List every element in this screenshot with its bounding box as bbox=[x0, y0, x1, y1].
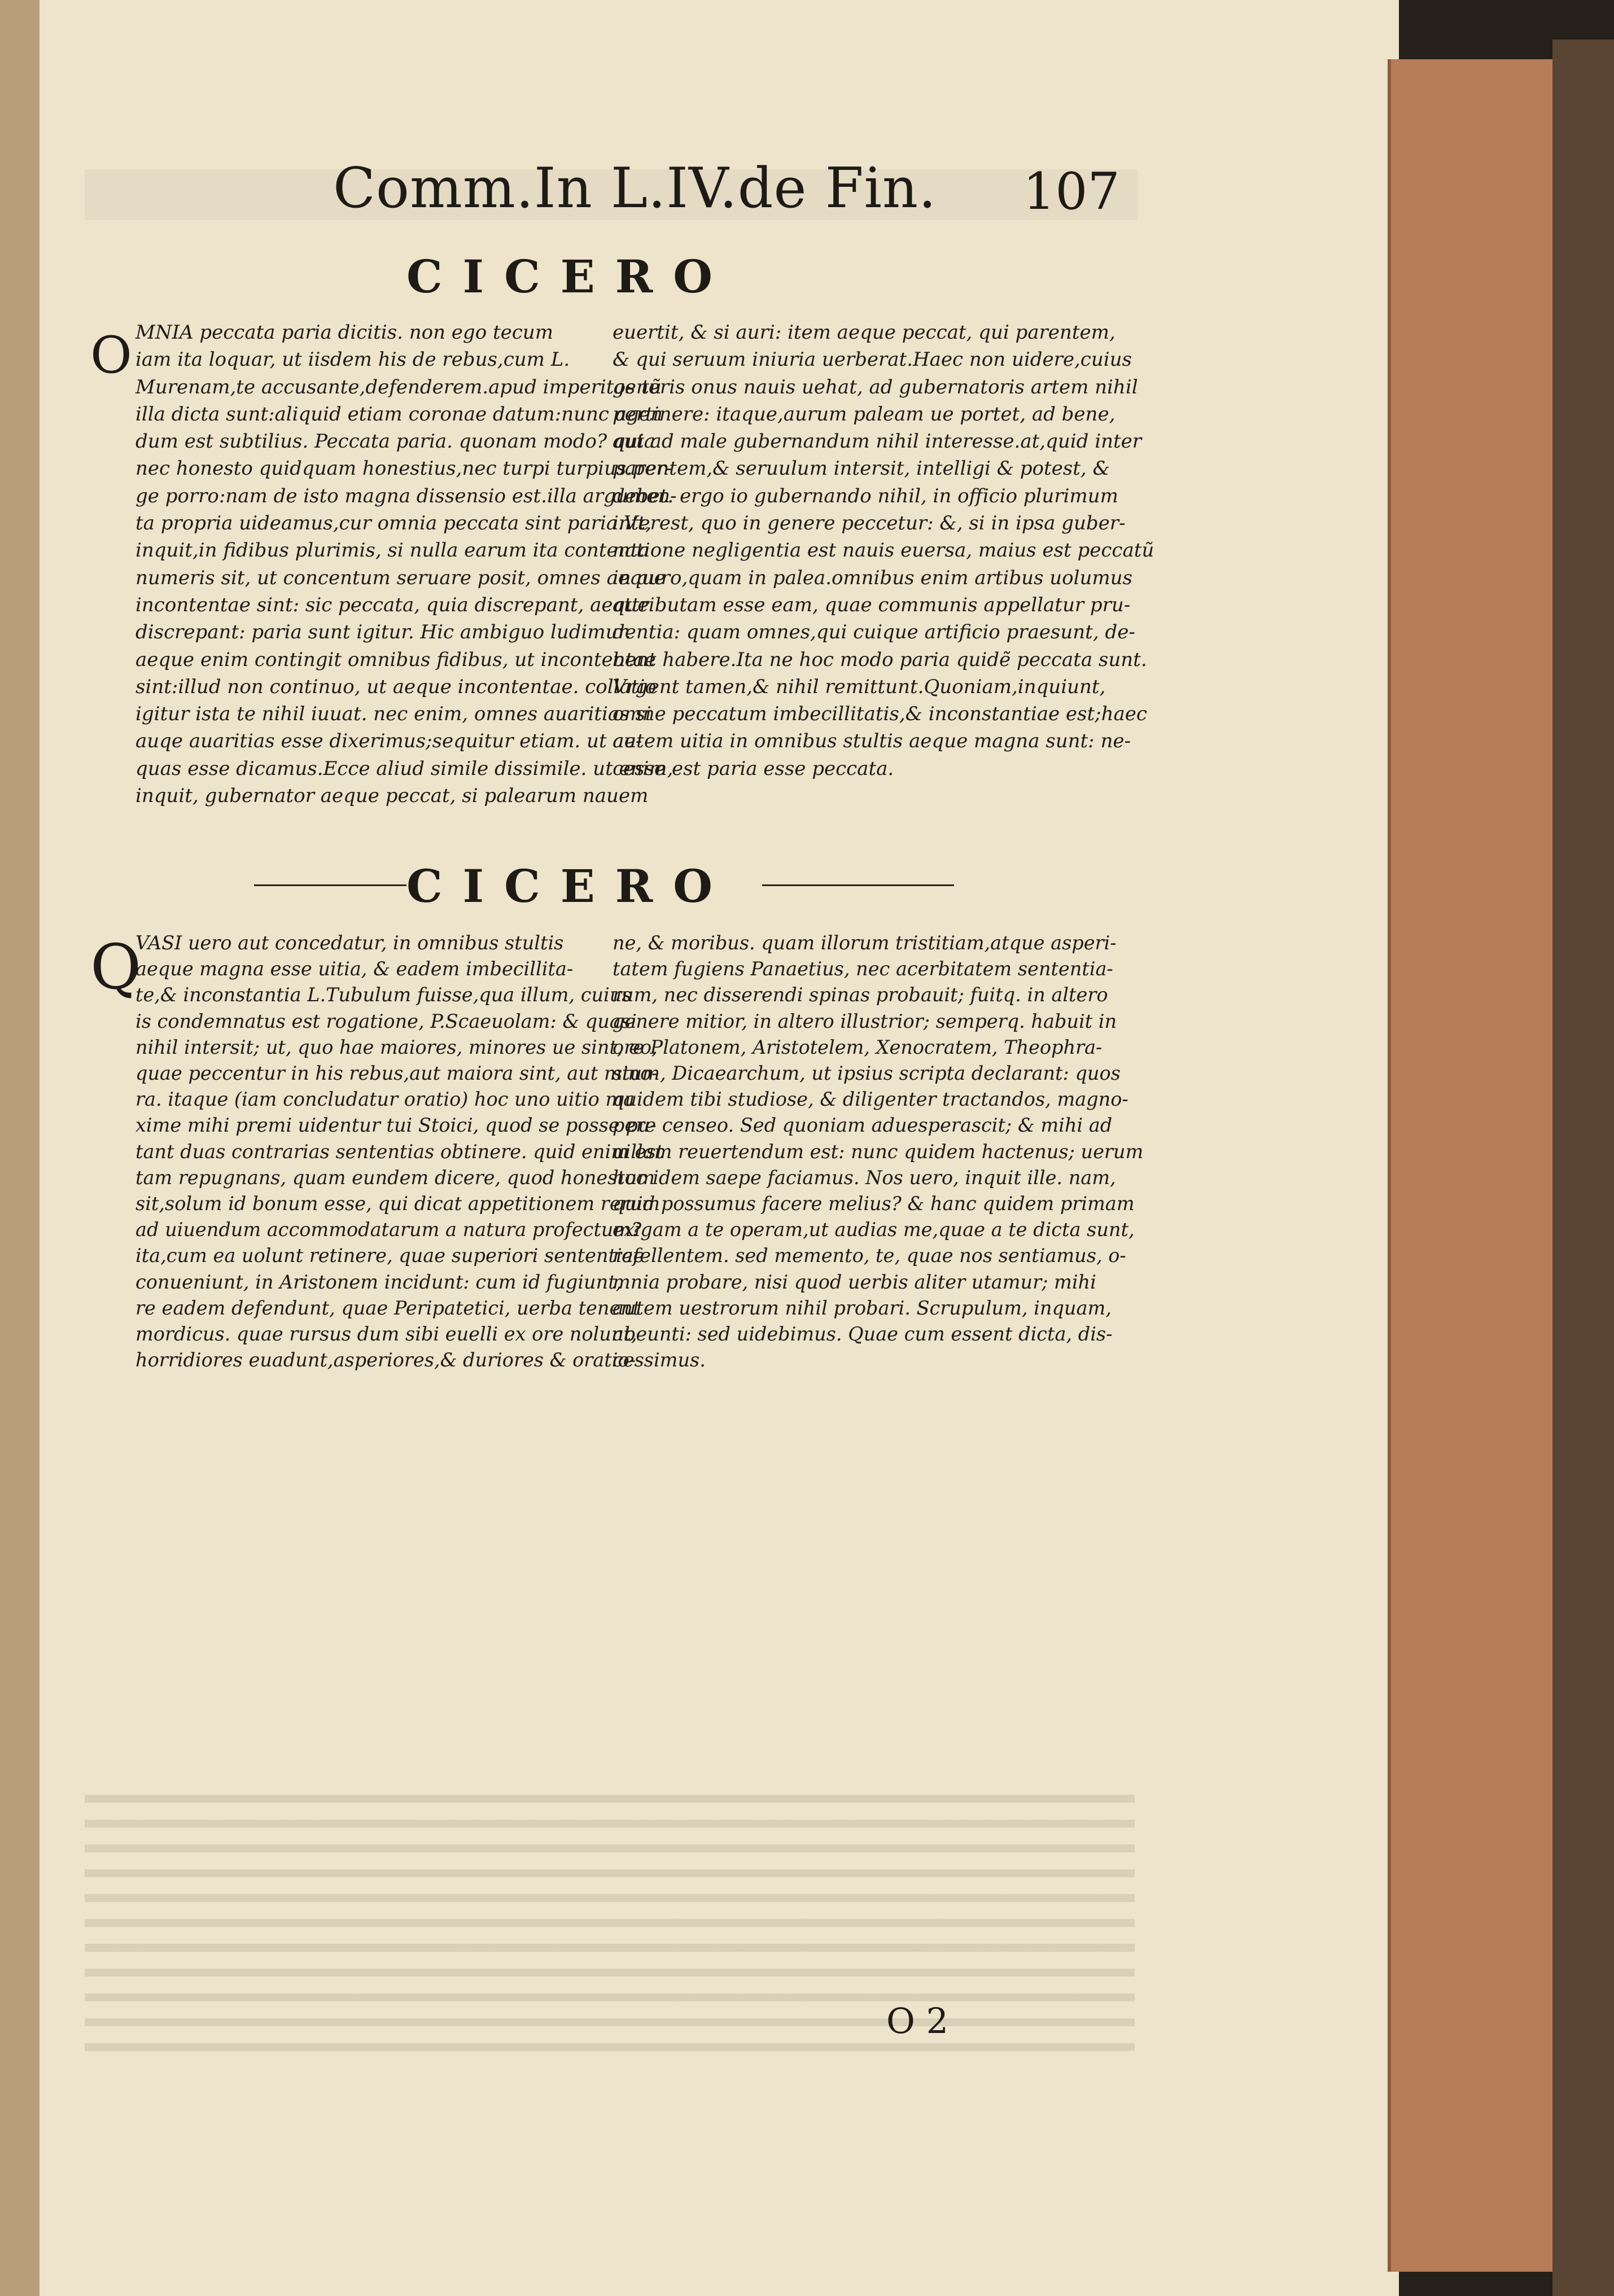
page-number: 107 bbox=[1023, 162, 1120, 221]
text-line: in auro,quam in palea.omnibus enim artibus uolumus bbox=[613, 566, 1132, 589]
text-line: ita,cum ea uolunt retinere, quae superiori sententiae bbox=[135, 1245, 645, 1267]
text-line: autem uestrorum nihil probari. Scrupulum, inquam, bbox=[613, 1296, 1112, 1319]
text-line: nec honesto quidquam honestius,nec turpi turpius.per- bbox=[135, 457, 672, 480]
text-line: interest, quo in genere peccetur: &, si in ipsa guber- bbox=[613, 512, 1126, 535]
text-line: mnia probare, nisi quod uerbis aliter utamur; mihi bbox=[613, 1270, 1096, 1293]
page-gutter bbox=[0, 0, 40, 2296]
text-line: ore Platonem, Aristotelem, Xenocratem, Theophra- bbox=[613, 1036, 1103, 1058]
text-line: incontentae sint: sic peccata, quia discrepant, aeque bbox=[135, 593, 649, 616]
text-line: genere mitior, in altero illustrior; semperq. habuit in bbox=[613, 1010, 1117, 1032]
text-line: natione negligentia est nauis euersa, maius est peccatũ bbox=[613, 539, 1154, 562]
text-line: inquit, gubernator aeque peccat, si palearum nauem bbox=[135, 785, 649, 808]
text-line: te,& inconstantia L.Tubulum fuisse,qua illum, cuius bbox=[135, 984, 632, 1006]
text-line: ra. itaque (iam concludatur oratio) hoc uno uitio ma bbox=[135, 1088, 635, 1111]
text-line: xime mihi premi uidentur tui Stoici, quod se posse pu- bbox=[135, 1114, 657, 1137]
text-line: mordicus. quae rursus dum sibi euelli ex ore nolunt, bbox=[135, 1323, 637, 1346]
rule-left bbox=[254, 884, 406, 886]
section2-right-column bbox=[613, 930, 1143, 1373]
text-line: autem uitia in omnibus stultis aeque magna sunt: ne- bbox=[613, 730, 1131, 753]
text-line: quidem tibi studiose, & diligenter tractandos, magno- bbox=[613, 1088, 1129, 1111]
text-line: aut ad male gubernandum nihil interesse.at,quid inter bbox=[613, 430, 1142, 453]
text-line: numeris sit, ut concentum seruare posit, omnes aeque bbox=[135, 566, 666, 589]
text-line: aeque magna esse uitia, & eadem imbecillita- bbox=[135, 958, 574, 980]
text-line: parentem,& seruulum intersit, intelligi & potest, & bbox=[613, 457, 1110, 480]
section-title-1: CICERO bbox=[406, 250, 733, 303]
section2-left-column bbox=[135, 930, 663, 1373]
text-line: rum, nec disserendi spinas probauit; fuitq. in altero bbox=[613, 984, 1108, 1006]
text-line: ta propria uideamus,cur omnia peccata sint paria.Vt, bbox=[135, 512, 652, 535]
text-line: generis onus nauis uehat, ad gubernatoris artem nihil bbox=[613, 375, 1138, 398]
text-line: & qui seruum iniuria uerberat.Haec non uidere,cuius bbox=[613, 348, 1132, 371]
text-line: VASI uero aut concedatur, in omnibus stultis bbox=[135, 932, 564, 954]
text-line: tant duas contrarias sententias obtinere. quid enim est bbox=[135, 1140, 664, 1163]
show-through-text bbox=[85, 1795, 1135, 2060]
text-line: exigam a te operam,ut audias me,quae a te dicta sunt, bbox=[613, 1219, 1135, 1241]
text-line: cesse est paria esse peccata. bbox=[613, 757, 894, 780]
text-line: cessimus. bbox=[613, 1349, 706, 1372]
text-line: refellentem. sed memento, te, quae nos sentiamus, o- bbox=[613, 1245, 1126, 1267]
text-line: quas esse dicamus.Ecce aliud simile dissimile. ut enim, bbox=[135, 757, 673, 780]
text-line: ge porro:nam de isto magna dissensio est.illa argumen- bbox=[135, 484, 677, 507]
text-line: bent habere.Ita ne hoc modo paria quidẽ peccata sunt. bbox=[613, 648, 1147, 671]
text-line: iam ita loquar, ut iisdem his de rebus,cum L. bbox=[135, 348, 570, 371]
section-title-2: CICERO bbox=[406, 860, 733, 913]
text-line: sint:illud non continuo, ut aeque incontentae. collatio bbox=[135, 675, 657, 698]
text-line: nihil intersit; ut, quo hae maiores, minores ue sint, eo, bbox=[135, 1036, 658, 1058]
text-line: quid possumus facere melius? & hanc quidem primam bbox=[613, 1193, 1135, 1215]
text-line: re eadem defendunt, quae Peripatetici, uerba tenent bbox=[135, 1296, 641, 1319]
text-line: attributam esse eam, quae communis appellatur pru- bbox=[613, 593, 1131, 616]
text-line: tam repugnans, quam eundem dicere, quod honestum bbox=[135, 1166, 655, 1189]
text-line: discrepant: paria sunt igitur. Hic ambiguo ludimur. bbox=[135, 621, 631, 644]
signature-mark: O 2 bbox=[886, 2000, 948, 2041]
text-line: tatem fugiens Panaetius, nec acerbitatem sententia- bbox=[613, 958, 1113, 980]
text-line: aeque enim contingit omnibus fidibus, ut incontentae bbox=[135, 648, 656, 671]
rule-right bbox=[762, 884, 954, 886]
text-line: igitur ista te nihil iuuat. nec enim, omnes auaritias si bbox=[135, 703, 651, 726]
text-line: pertinere: itaque,aurum paleam ue portet, ad bene, bbox=[613, 402, 1116, 426]
text-line: ne, & moribus. quam illorum tristitiam,atque asperi- bbox=[613, 932, 1117, 954]
text-line: hoc idem saepe faciamus. Nos uero, inquit ille. nam, bbox=[613, 1166, 1116, 1189]
text-line: conueniunt, in Aristonem incidunt: cum id fugiunt, bbox=[135, 1270, 622, 1293]
section1-left-column bbox=[135, 319, 677, 809]
text-line: horridiores euadunt,asperiores,& duriores & oratio- bbox=[135, 1349, 636, 1372]
text-line: uillam reuertendum est: nunc quidem hactenus; uerum bbox=[613, 1140, 1144, 1163]
text-line: dentia: quam omnes,qui cuique artificio praesunt, de- bbox=[613, 621, 1135, 644]
text-line: debet. ergo io gubernando nihil, in officio plurimum bbox=[613, 484, 1118, 507]
text-line: auqe auaritias esse dixerimus;sequitur etiam. ut ae- bbox=[135, 730, 642, 753]
page-edges bbox=[1388, 59, 1556, 2272]
text-line: is condemnatus est rogatione, P.Scaeuolam: & quasi bbox=[135, 1010, 637, 1032]
text-line: MNIA peccata paria dicitis. non ego tecum bbox=[135, 321, 553, 344]
text-line: euertit, & si auri: item aeque peccat, qui parentem, bbox=[613, 321, 1116, 344]
text-line: sit,solum id bonum esse, qui dicat appetitionem rerum bbox=[135, 1193, 661, 1215]
section1-right-column bbox=[613, 319, 1154, 782]
drop-cap-2: Q bbox=[90, 931, 142, 1003]
text-line: stum, Dicaearchum, ut ipsius scripta declarant: quos bbox=[613, 1062, 1121, 1085]
text-line: dum est subtilius. Peccata paria. quonam modo? quia bbox=[135, 430, 655, 453]
text-line: quae peccentur in his rebus,aut maiora sint, aut mino- bbox=[135, 1062, 658, 1085]
text-line: pere censeo. Sed quoniam aduesperascit; & mihi ad bbox=[613, 1114, 1113, 1137]
text-line: Murenam,te accusante,defenderem.apud imperitos tũ bbox=[135, 375, 662, 398]
text-line: ad uiuendum accommodatarum a natura profectum? bbox=[135, 1219, 642, 1241]
drop-cap-1: O bbox=[90, 326, 132, 385]
text-line: illa dicta sunt:aliquid etiam coronae datum:nunc agen bbox=[135, 402, 663, 426]
running-head: Comm.In L.IV.de Fin. bbox=[333, 156, 937, 221]
text-line: abeunti: sed uidebimus. Quae cum essent dicta, dis- bbox=[613, 1323, 1113, 1346]
book-cover bbox=[1552, 40, 1614, 2296]
text-line: Vrgent tamen,& nihil remittunt.Quoniam,inquiunt, bbox=[613, 675, 1106, 698]
text-line: inquit,in fidibus plurimis, si nulla earum ita contenta bbox=[135, 539, 650, 562]
text-line: omne peccatum imbecillitatis,& inconstantiae est;haec bbox=[613, 703, 1147, 726]
